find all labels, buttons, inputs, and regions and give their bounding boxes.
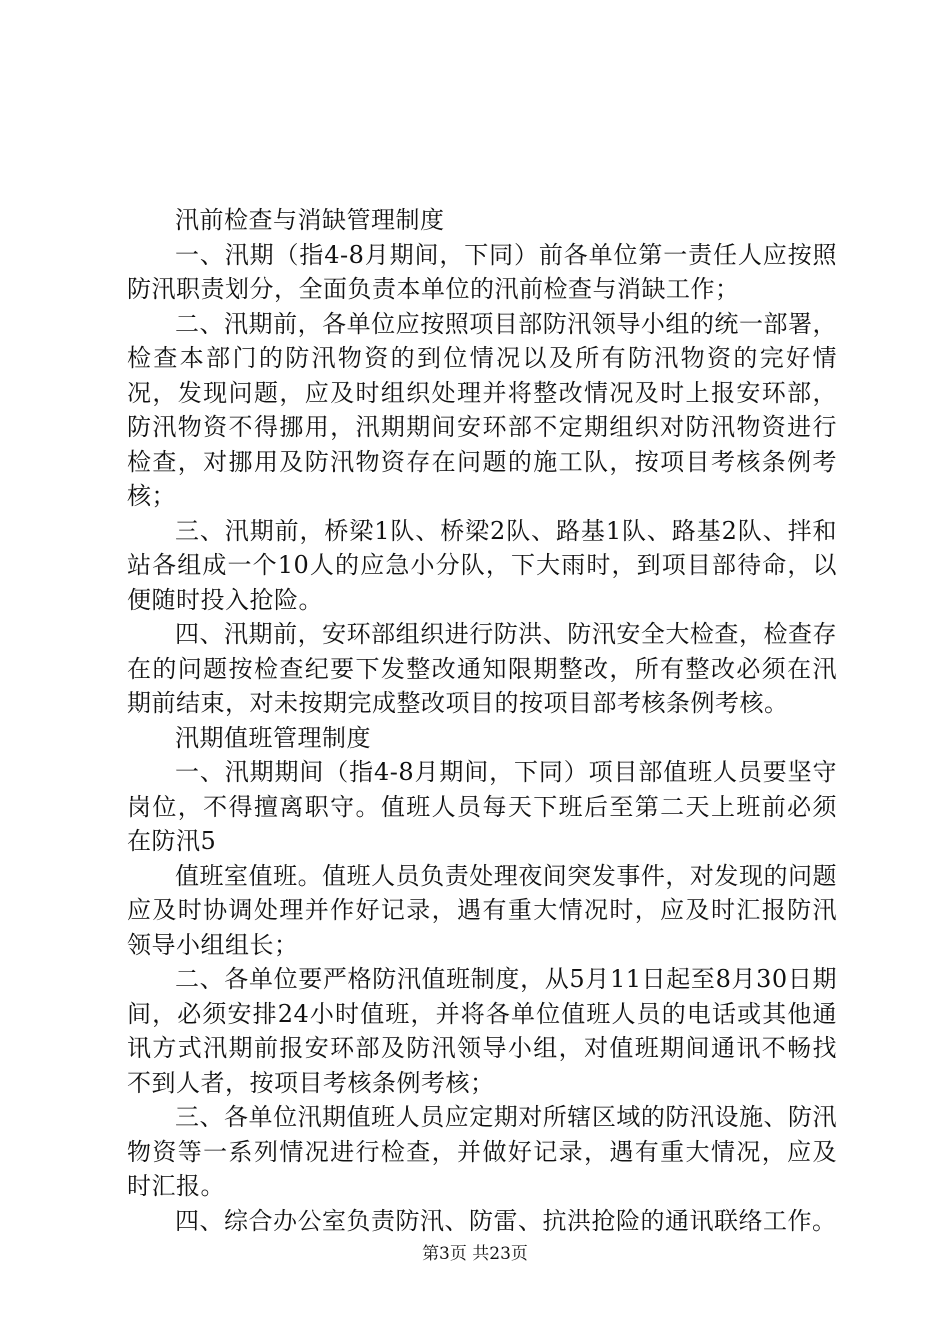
- paragraph: 二、各单位要严格防汛值班制度，从5月11日起至8月30日期间，必须安排24小时值班，并将各单位值班人员的电话或其他通讯方式汛期前报安环部及防汛领导小组，对值班期间通讯不畅找不到人者，按项目考核条例考核；: [127, 965, 837, 1097]
- page-footer: 第3页 共23页: [422, 1244, 528, 1264]
- paragraph: 一、汛期（指4-8月期间，下同）前各单位第一责任人应按照防汛职责划分，全面负责本单位的汛前检查与消缺工作；: [127, 240, 837, 303]
- paragraph: 四、综合办公室负责防汛、防雷、抗洪抢险的通讯联络工作。: [175, 1206, 837, 1235]
- paragraph: 三、汛期前，桥梁1队、桥梁2队、路基1队、路基2队、拌和站各组成一个10人的应急小分队，下大雨时，到项目部待命，以便随时投入抢险。: [127, 516, 837, 614]
- document-body: [127, 203, 837, 1238]
- paragraph: 二、汛期前，各单位应按照项目部防汛领导小组的统一部署，检查本部门的防汛物资的到位情况以及所有防汛物资的完好情况，发现问题，应及时组织处理并将整改情况及时上报安环部，防汛物资不得挪用，汛期期间安环部不定期组织对防汛物资进行检查，对挪用及防汛物资存在问题的施工队，按项目考核条例考核；: [127, 309, 837, 510]
- section-title-flood-duty: 汛期值班管理制度: [175, 723, 371, 752]
- paragraph: 四、汛期前，安环部组织进行防洪、防汛安全大检查，检查存在的问题按检查纪要下发整改通知限期整改，所有整改必须在汛期前结束，对未按期完成整改项目的按项目部考核条例考核。: [127, 620, 837, 717]
- paragraph: 值班室值班。值班人员负责处理夜间突发事件，对发现的问题应及时协调处理并作好记录，遇有重大情况时，应及时汇报防汛领导小组组长；: [127, 861, 837, 959]
- paragraph: 一、汛期期间（指4-8月期间，下同）项目部值班人员要坚守岗位，不得擅离职守。值班人员每天下班后至第二天上班前必须在防汛5: [127, 758, 837, 855]
- section-title-pre-flood-inspection: 汛前检查与消缺管理制度: [175, 206, 445, 234]
- paragraph: 三、各单位汛期值班人员应定期对所辖区域的防汛设施、防汛物资等一系列情况进行检查，并做好记录，遇有重大情况，应及时汇报。: [127, 1103, 837, 1200]
